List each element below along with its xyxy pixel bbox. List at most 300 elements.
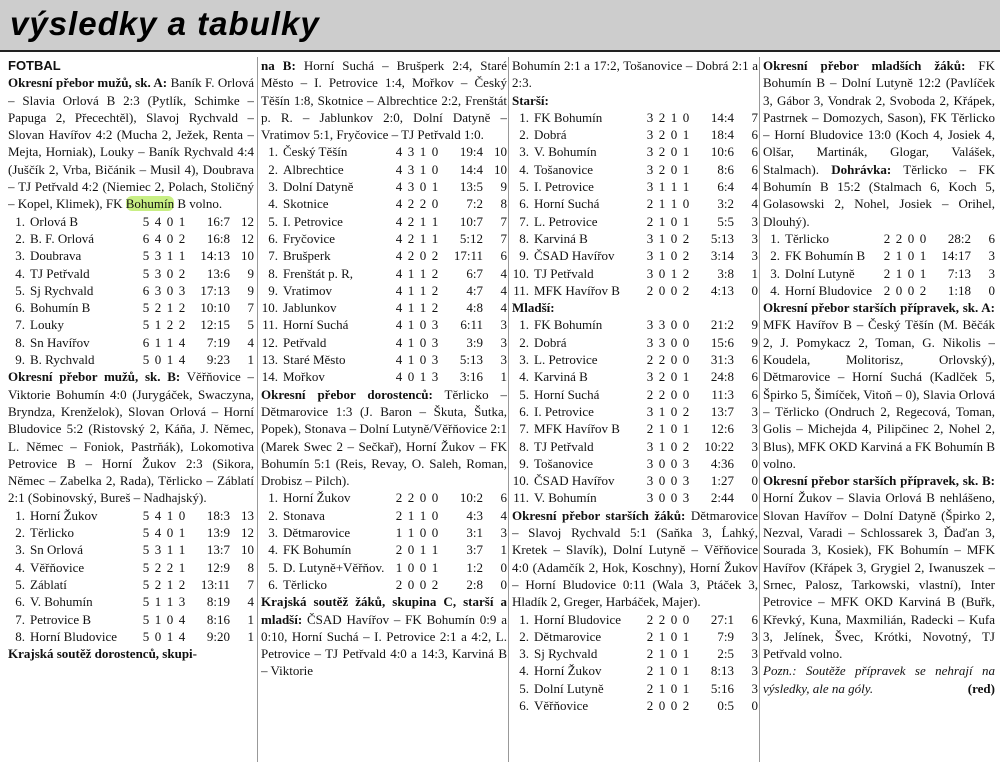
wins-cell: 1 xyxy=(658,628,666,644)
wins-cell: 2 xyxy=(895,230,903,246)
table-row xyxy=(8,611,254,628)
wins-cell: 1 xyxy=(658,213,666,229)
wins-cell: 0 xyxy=(658,455,666,471)
score-cell: 28:2 xyxy=(947,230,971,246)
losses-cell: 0 xyxy=(682,317,690,333)
points-cell: 3 xyxy=(751,421,758,437)
points-cell: 9 xyxy=(247,282,254,298)
wins-cell: 1 xyxy=(154,334,162,350)
column-divider xyxy=(257,57,258,762)
losses-cell: 2 xyxy=(178,230,186,246)
played-cell: 4 xyxy=(395,144,403,160)
footnote xyxy=(763,662,995,697)
score-cell: 4:13 xyxy=(710,282,734,298)
score-cell: 5:5 xyxy=(717,213,734,229)
table-row xyxy=(261,178,507,195)
results-text: Těrlicko – Dětmarovice 1:3 (J. Baron – Škuta, Šutka, Popek), Stonava – Dolní Lutyně/Věřňovice 2:1 (Marek Swec 2 – Sečkař), Horní Žukov – FK Bohumín 5:1 (Reis, Revay, O. Saleh, Roman, Drobisz – Pilch). xyxy=(261,386,507,489)
points-cell: 10 xyxy=(494,144,507,160)
wins-cell: 3 xyxy=(154,542,162,558)
paragraph-younger-pupils xyxy=(763,57,995,230)
played-cell: 4 xyxy=(395,282,403,298)
rank-cell: 4. xyxy=(519,161,529,177)
points-cell: 0 xyxy=(500,576,507,592)
standings-table xyxy=(763,230,995,299)
wins-cell: 1 xyxy=(658,663,666,679)
losses-cell: 0 xyxy=(682,334,690,350)
team-cell: Doubrava xyxy=(30,248,82,264)
score-cell: 16:7 xyxy=(206,213,230,229)
team-cell: FK Bohumín xyxy=(283,542,352,558)
points-cell: 6 xyxy=(500,490,507,506)
competition-title: Okresní přebor mužů, sk. B: xyxy=(8,369,181,385)
column-divider xyxy=(759,57,760,762)
table-row xyxy=(8,247,254,264)
rank-cell: 6. xyxy=(519,697,529,713)
rank-cell: 1. xyxy=(519,109,529,125)
competition-title: Okresní přebor starších žáků: xyxy=(512,507,686,523)
points-cell: 6 xyxy=(751,144,758,160)
losses-cell: 2 xyxy=(431,282,439,298)
rank-cell: 7. xyxy=(519,421,529,437)
table-row xyxy=(261,161,507,178)
table-row xyxy=(261,489,507,506)
results-text: Dětmarovice – Slavoj Rychvald 5:1 (Saňka 3, Ĺahký, Kretek – Slavík), Dolní Lutyně – Věřňovice 4:0 (Adamčík 2, Hok, Koschny), Horní Žukov – Horní Bludovice 0:11 (Wala 3, Ptáček 3, Hladík 2, Greger, Harbáček, Majer). xyxy=(512,507,758,610)
score-cell: 3:7 xyxy=(466,542,483,558)
team-cell: Albrechtice xyxy=(283,161,344,177)
losses-cell: 3 xyxy=(682,455,690,471)
wins-cell: 1 xyxy=(407,282,415,298)
losses-cell: 1 xyxy=(431,213,439,229)
played-cell: 4 xyxy=(395,213,403,229)
played-cell: 5 xyxy=(142,525,150,541)
draws-cell: 1 xyxy=(166,352,174,368)
points-cell: 1 xyxy=(247,611,254,627)
played-cell: 2 xyxy=(646,628,654,644)
team-cell: Dolní Datyně xyxy=(283,179,354,195)
score-cell: 17:11 xyxy=(453,248,483,264)
points-cell: 6 xyxy=(751,352,758,368)
rank-cell: 3. xyxy=(519,646,529,662)
draws-cell: 0 xyxy=(670,646,678,662)
losses-cell: 0 xyxy=(431,144,439,160)
wins-cell: 4 xyxy=(154,230,162,246)
losses-cell: 4 xyxy=(178,352,186,368)
rank-cell: 5. xyxy=(15,576,25,592)
played-cell: 4 xyxy=(395,369,403,385)
team-cell: Brušperk xyxy=(283,248,331,264)
points-cell: 0 xyxy=(751,697,758,713)
played-cell: 5 xyxy=(142,542,150,558)
losses-cell: 1 xyxy=(682,161,690,177)
wins-cell: 0 xyxy=(407,369,415,385)
played-cell: 5 xyxy=(142,594,150,610)
wins-cell: 0 xyxy=(658,697,666,713)
draws-cell: 0 xyxy=(670,455,678,471)
points-cell: 12 xyxy=(241,230,254,246)
rank-cell: 1. xyxy=(268,490,278,506)
draws-cell: 1 xyxy=(166,628,174,644)
table-row xyxy=(512,143,758,160)
rank-cell: 4. xyxy=(770,282,780,298)
played-cell: 2 xyxy=(883,248,891,264)
header-rule xyxy=(0,50,1000,52)
rank-cell: 5. xyxy=(15,282,25,298)
standings-table xyxy=(512,611,758,715)
played-cell: 3 xyxy=(646,161,654,177)
played-cell: 2 xyxy=(646,421,654,437)
losses-cell: 1 xyxy=(682,421,690,437)
losses-cell: 1 xyxy=(431,179,439,195)
played-cell: 3 xyxy=(646,109,654,125)
table-row xyxy=(512,109,758,126)
table-row xyxy=(512,265,758,282)
played-cell: 2 xyxy=(646,282,654,298)
points-cell: 4 xyxy=(751,196,758,212)
points-cell: 0 xyxy=(751,282,758,298)
rank-cell: 7. xyxy=(15,611,25,627)
draws-cell: 0 xyxy=(670,438,678,454)
table-row xyxy=(8,282,254,299)
team-cell: V. Bohumín xyxy=(534,144,597,160)
wins-cell: 0 xyxy=(407,576,415,592)
played-cell: 2 xyxy=(646,213,654,229)
played-cell: 5 xyxy=(142,559,150,575)
rank-cell: 13. xyxy=(261,352,278,368)
rank-cell: 1. xyxy=(15,213,25,229)
points-cell: 7 xyxy=(500,230,507,246)
played-cell: 3 xyxy=(646,369,654,385)
losses-cell: 0 xyxy=(431,507,439,523)
draws-cell: 0 xyxy=(670,473,678,489)
table-row xyxy=(8,351,254,368)
table-row xyxy=(8,628,254,645)
losses-cell: 2 xyxy=(178,265,186,281)
rank-cell: 10. xyxy=(512,473,529,489)
score-cell: 6:7 xyxy=(466,265,483,281)
points-cell: 6 xyxy=(751,127,758,143)
played-cell: 2 xyxy=(646,386,654,402)
team-cell: MFK Havířov B xyxy=(534,421,620,437)
table-row xyxy=(261,559,507,576)
paragraph-prep-b xyxy=(763,472,995,662)
team-cell: Orlová B xyxy=(30,213,79,229)
table-row xyxy=(512,213,758,230)
score-cell: 12:15 xyxy=(200,317,230,333)
wins-cell: 2 xyxy=(658,161,666,177)
played-cell: 4 xyxy=(395,248,403,264)
rank-cell: 6. xyxy=(519,196,529,212)
played-cell: 3 xyxy=(646,127,654,143)
points-cell: 7 xyxy=(247,576,254,592)
team-cell: Frenštát p. R, xyxy=(283,265,354,281)
wins-cell: 2 xyxy=(407,213,415,229)
wins-cell: 1 xyxy=(407,265,415,281)
wins-cell: 3 xyxy=(154,248,162,264)
team-cell: Těrlicko xyxy=(283,576,328,592)
losses-cell: 3 xyxy=(431,352,439,368)
points-cell: 9 xyxy=(247,265,254,281)
losses-cell: 1 xyxy=(682,144,690,160)
team-cell: Petrovice B xyxy=(30,611,92,627)
draws-cell: 0 xyxy=(419,352,427,368)
draws-cell: 0 xyxy=(670,248,678,264)
team-cell: Sj Rychvald xyxy=(534,646,598,662)
wins-cell: 1 xyxy=(658,179,666,195)
table-row xyxy=(261,576,507,593)
table-row xyxy=(763,230,995,247)
played-cell: 1 xyxy=(395,559,403,575)
results-text: MFK Havířov B – Český Těšín (M. Běčák 2, J. Pomykacz 2, Toman, G. Nikolis – Koudela, Molitorisz, Orlovský), Dětmarovice – Horní Suchá (Kadlček 5, Špirko 5, Šimíček, Vitoň – 0), Slavia Orlová – Těrlicko (Ondruch 2, Regecová, Toman, Golis – Michejda 4, Pilipčinec 2, Nohel 2, Blus), MFK OKD Karviná a FK Bohumín B volno. xyxy=(763,317,995,471)
score-cell: 21:2 xyxy=(710,317,734,333)
rank-cell: 2. xyxy=(15,230,25,246)
team-cell: TJ Petřvald xyxy=(534,265,594,281)
rank-cell: 3. xyxy=(15,542,25,558)
draws-cell: 0 xyxy=(670,628,678,644)
draws-cell: 0 xyxy=(670,490,678,506)
wins-cell: 1 xyxy=(407,334,415,350)
played-cell: 2 xyxy=(646,697,654,713)
played-cell: 3 xyxy=(646,144,654,160)
losses-cell: 3 xyxy=(682,473,690,489)
rank-cell: 10. xyxy=(512,265,529,281)
wins-cell: 3 xyxy=(407,161,415,177)
wins-cell: 0 xyxy=(658,282,666,298)
losses-cell: 1 xyxy=(919,248,927,264)
score-cell: 24:8 xyxy=(710,369,734,385)
losses-cell: 1 xyxy=(682,663,690,679)
team-cell: Louky xyxy=(30,317,64,333)
team-cell: Dětmarovice xyxy=(534,628,602,644)
table-row xyxy=(512,472,758,489)
losses-cell: 2 xyxy=(682,438,690,454)
wins-cell: 2 xyxy=(407,248,415,264)
table-row xyxy=(512,680,758,697)
team-cell: TJ Petřvald xyxy=(534,438,594,454)
rank-cell: 6. xyxy=(268,576,278,592)
played-cell: 4 xyxy=(395,317,403,333)
wins-cell: 1 xyxy=(658,421,666,437)
wins-cell: 0 xyxy=(154,628,162,644)
draws-cell: 0 xyxy=(166,230,174,246)
team-cell: Horní Žukov xyxy=(283,490,351,506)
points-cell: 7 xyxy=(751,109,758,125)
played-cell: 4 xyxy=(395,300,403,316)
points-cell: 12 xyxy=(241,213,254,229)
score-cell: 13:9 xyxy=(206,525,230,541)
draws-cell: 0 xyxy=(670,680,678,696)
wins-cell: 4 xyxy=(154,507,162,523)
team-cell: Sn Havířov xyxy=(30,334,90,350)
team-cell: Záblatí xyxy=(30,576,67,592)
note-text: Pozn.: Soutěže přípravek se nehrají na výsledky, ale na góly. xyxy=(763,663,995,696)
points-cell: 0 xyxy=(500,559,507,575)
points-cell: 3 xyxy=(988,265,995,281)
points-cell: 1 xyxy=(751,265,758,281)
team-cell: Těrlicko xyxy=(30,525,75,541)
losses-cell: 3 xyxy=(178,594,186,610)
paragraph-youth-district xyxy=(261,386,507,490)
points-cell: 4 xyxy=(500,507,507,523)
score-cell: 5:13 xyxy=(710,230,734,246)
draws-cell: 0 xyxy=(907,282,915,298)
rank-cell: 8. xyxy=(15,334,25,350)
team-cell: Horní Bludovice xyxy=(534,611,622,627)
losses-cell: 0 xyxy=(431,525,439,541)
team-cell: Horní Suchá xyxy=(534,386,600,402)
score-cell: 19:4 xyxy=(459,144,483,160)
draws-cell: 1 xyxy=(670,109,678,125)
played-cell: 5 xyxy=(142,507,150,523)
results-text: Horní Suchá – Brušperk 2:4, Staré Město – I. Petrovice 1:4, Mořkov – Český Těšín 1:8, Skotnice – Albrechtice 2:2, Frenštát p. R. – Jablunkov 2:0, Dolní Datyně – Vratimov 5:1, Fryčovice – TJ Petřvald 1:0. xyxy=(261,58,507,143)
points-cell: 10 xyxy=(241,542,254,558)
points-cell: 3 xyxy=(500,317,507,333)
table-row xyxy=(512,126,758,143)
losses-cell: 1 xyxy=(178,248,186,264)
points-cell: 3 xyxy=(751,680,758,696)
draws-cell: 0 xyxy=(419,525,427,541)
points-cell: 3 xyxy=(988,248,995,264)
wins-cell: 1 xyxy=(658,680,666,696)
points-cell: 9 xyxy=(751,334,758,350)
score-cell: 7:13 xyxy=(947,265,971,281)
results-text: Věřňovice – Viktorie Bohumín 4:0 (Jurygáček, Swaczyna, Bryndza, Krenželok), Slovan Orlová – Horní Bludovice 5:2 (Ristovský 2, Káňa, J. Němec, L. Němec – Foniok, Pastrňák), Lokomotiva Petrovice B – Horní Žukov 2:3 (Sikora, Němec – Zabelka 2, Rada), Těrlicko – Záblatí 2:1 (Sobinovský, Bureš – Nadhajský). xyxy=(8,369,254,506)
table-row xyxy=(261,282,507,299)
rank-cell: 3. xyxy=(268,179,278,195)
points-cell: 6 xyxy=(988,230,995,246)
team-cell: I. Petrovice xyxy=(534,179,594,195)
points-cell: 4 xyxy=(247,334,254,350)
table-row xyxy=(8,334,254,351)
table-row xyxy=(512,368,758,385)
losses-cell: 1 xyxy=(682,213,690,229)
team-cell: Staré Město xyxy=(283,352,346,368)
points-cell: 10 xyxy=(494,161,507,177)
wins-cell: 3 xyxy=(154,282,162,298)
rank-cell: 7. xyxy=(15,317,25,333)
makeup-match-title: Dohrávka: xyxy=(831,161,892,177)
score-cell: 5:16 xyxy=(710,680,734,696)
wins-cell: 2 xyxy=(658,144,666,160)
score-cell: 4:8 xyxy=(466,300,483,316)
draws-cell: 1 xyxy=(419,265,427,281)
draws-cell: 0 xyxy=(166,525,174,541)
points-cell: 6 xyxy=(751,386,758,402)
draws-cell: 1 xyxy=(166,594,174,610)
draws-cell: 0 xyxy=(670,334,678,350)
points-cell: 3 xyxy=(751,438,758,454)
standings-table xyxy=(8,213,254,369)
table-row xyxy=(261,247,507,264)
played-cell: 3 xyxy=(646,490,654,506)
team-cell: Dobrá xyxy=(534,334,567,350)
score-cell: 3:8 xyxy=(717,265,734,281)
score-cell: 4:7 xyxy=(466,282,483,298)
points-cell: 4 xyxy=(751,179,758,195)
rank-cell: 2. xyxy=(519,127,529,143)
losses-cell: 0 xyxy=(431,161,439,177)
score-cell: 8:19 xyxy=(206,594,230,610)
losses-cell: 0 xyxy=(682,352,690,368)
wins-cell: 2 xyxy=(154,300,162,316)
played-cell: 3 xyxy=(646,317,654,333)
losses-cell: 0 xyxy=(431,196,439,212)
score-cell: 13:6 xyxy=(206,265,230,281)
wins-cell: 1 xyxy=(658,438,666,454)
score-cell: 6:11 xyxy=(460,317,483,333)
table-row xyxy=(512,438,758,455)
team-cell: Věřňovice xyxy=(534,697,589,713)
team-cell: Dětmarovice xyxy=(283,525,351,541)
losses-cell: 2 xyxy=(431,300,439,316)
competition-title: Krajská soutěž žáků, skupina C, starší a mladší: xyxy=(261,594,507,627)
points-cell: 8 xyxy=(500,196,507,212)
score-cell: 13:7 xyxy=(710,403,734,419)
score-cell: 3:1 xyxy=(466,525,483,541)
table-row xyxy=(8,576,254,593)
rank-cell: 5. xyxy=(268,213,278,229)
played-cell: 4 xyxy=(395,161,403,177)
points-cell: 9 xyxy=(500,179,507,195)
table-row xyxy=(261,316,507,333)
draws-cell: 0 xyxy=(419,576,427,592)
rank-cell: 11. xyxy=(513,282,529,298)
losses-cell: 0 xyxy=(919,230,927,246)
wins-cell: 2 xyxy=(154,576,162,592)
table-row xyxy=(8,593,254,610)
rank-cell: 6. xyxy=(15,300,25,316)
losses-cell: 2 xyxy=(178,317,186,333)
score-cell: 13:11 xyxy=(200,576,230,592)
rank-cell: 1. xyxy=(268,144,278,160)
score-cell: 14:17 xyxy=(941,248,971,264)
rank-cell: 9. xyxy=(519,248,529,264)
draws-cell: 1 xyxy=(419,542,427,558)
team-cell: Horní Bludovice xyxy=(785,282,873,298)
results-text: ČSAD Havířov – FK Bohumín 0:9 a 0:10, Horní Suchá – I. Petrovice 2:1 a 4:2, L. Petrovice – TJ Petřvald 4:0 a 14:3, Karviná B – Viktorie xyxy=(261,611,507,679)
played-cell: 3 xyxy=(646,179,654,195)
played-cell: 5 xyxy=(142,265,150,281)
points-cell: 9 xyxy=(751,317,758,333)
draws-cell: 0 xyxy=(670,386,678,402)
losses-cell: 1 xyxy=(178,213,186,229)
draws-cell: 0 xyxy=(166,213,174,229)
losses-cell: 2 xyxy=(682,265,690,281)
wins-cell: 1 xyxy=(895,248,903,264)
team-cell: Věřňovice xyxy=(30,559,85,575)
points-cell: 6 xyxy=(751,369,758,385)
score-cell: 7:9 xyxy=(717,628,734,644)
draws-cell: 0 xyxy=(166,611,174,627)
wins-cell: 1 xyxy=(658,646,666,662)
team-cell: Těrlicko xyxy=(785,230,830,246)
points-cell: 1 xyxy=(247,628,254,644)
played-cell: 2 xyxy=(646,611,654,627)
rank-cell: 4. xyxy=(268,542,278,558)
draws-cell: 0 xyxy=(907,230,915,246)
losses-cell: 1 xyxy=(682,369,690,385)
team-cell: I. Petrovice xyxy=(534,403,594,419)
rank-cell: 8. xyxy=(268,265,278,281)
team-cell: Petřvald xyxy=(283,334,327,350)
wins-cell: 2 xyxy=(658,369,666,385)
played-cell: 5 xyxy=(142,300,150,316)
score-cell: 13:7 xyxy=(206,542,230,558)
losses-cell: 3 xyxy=(682,490,690,506)
score-cell: 2:8 xyxy=(466,576,483,592)
column-2 xyxy=(261,57,507,762)
draws-cell: 0 xyxy=(166,282,174,298)
points-cell: 7 xyxy=(247,300,254,316)
